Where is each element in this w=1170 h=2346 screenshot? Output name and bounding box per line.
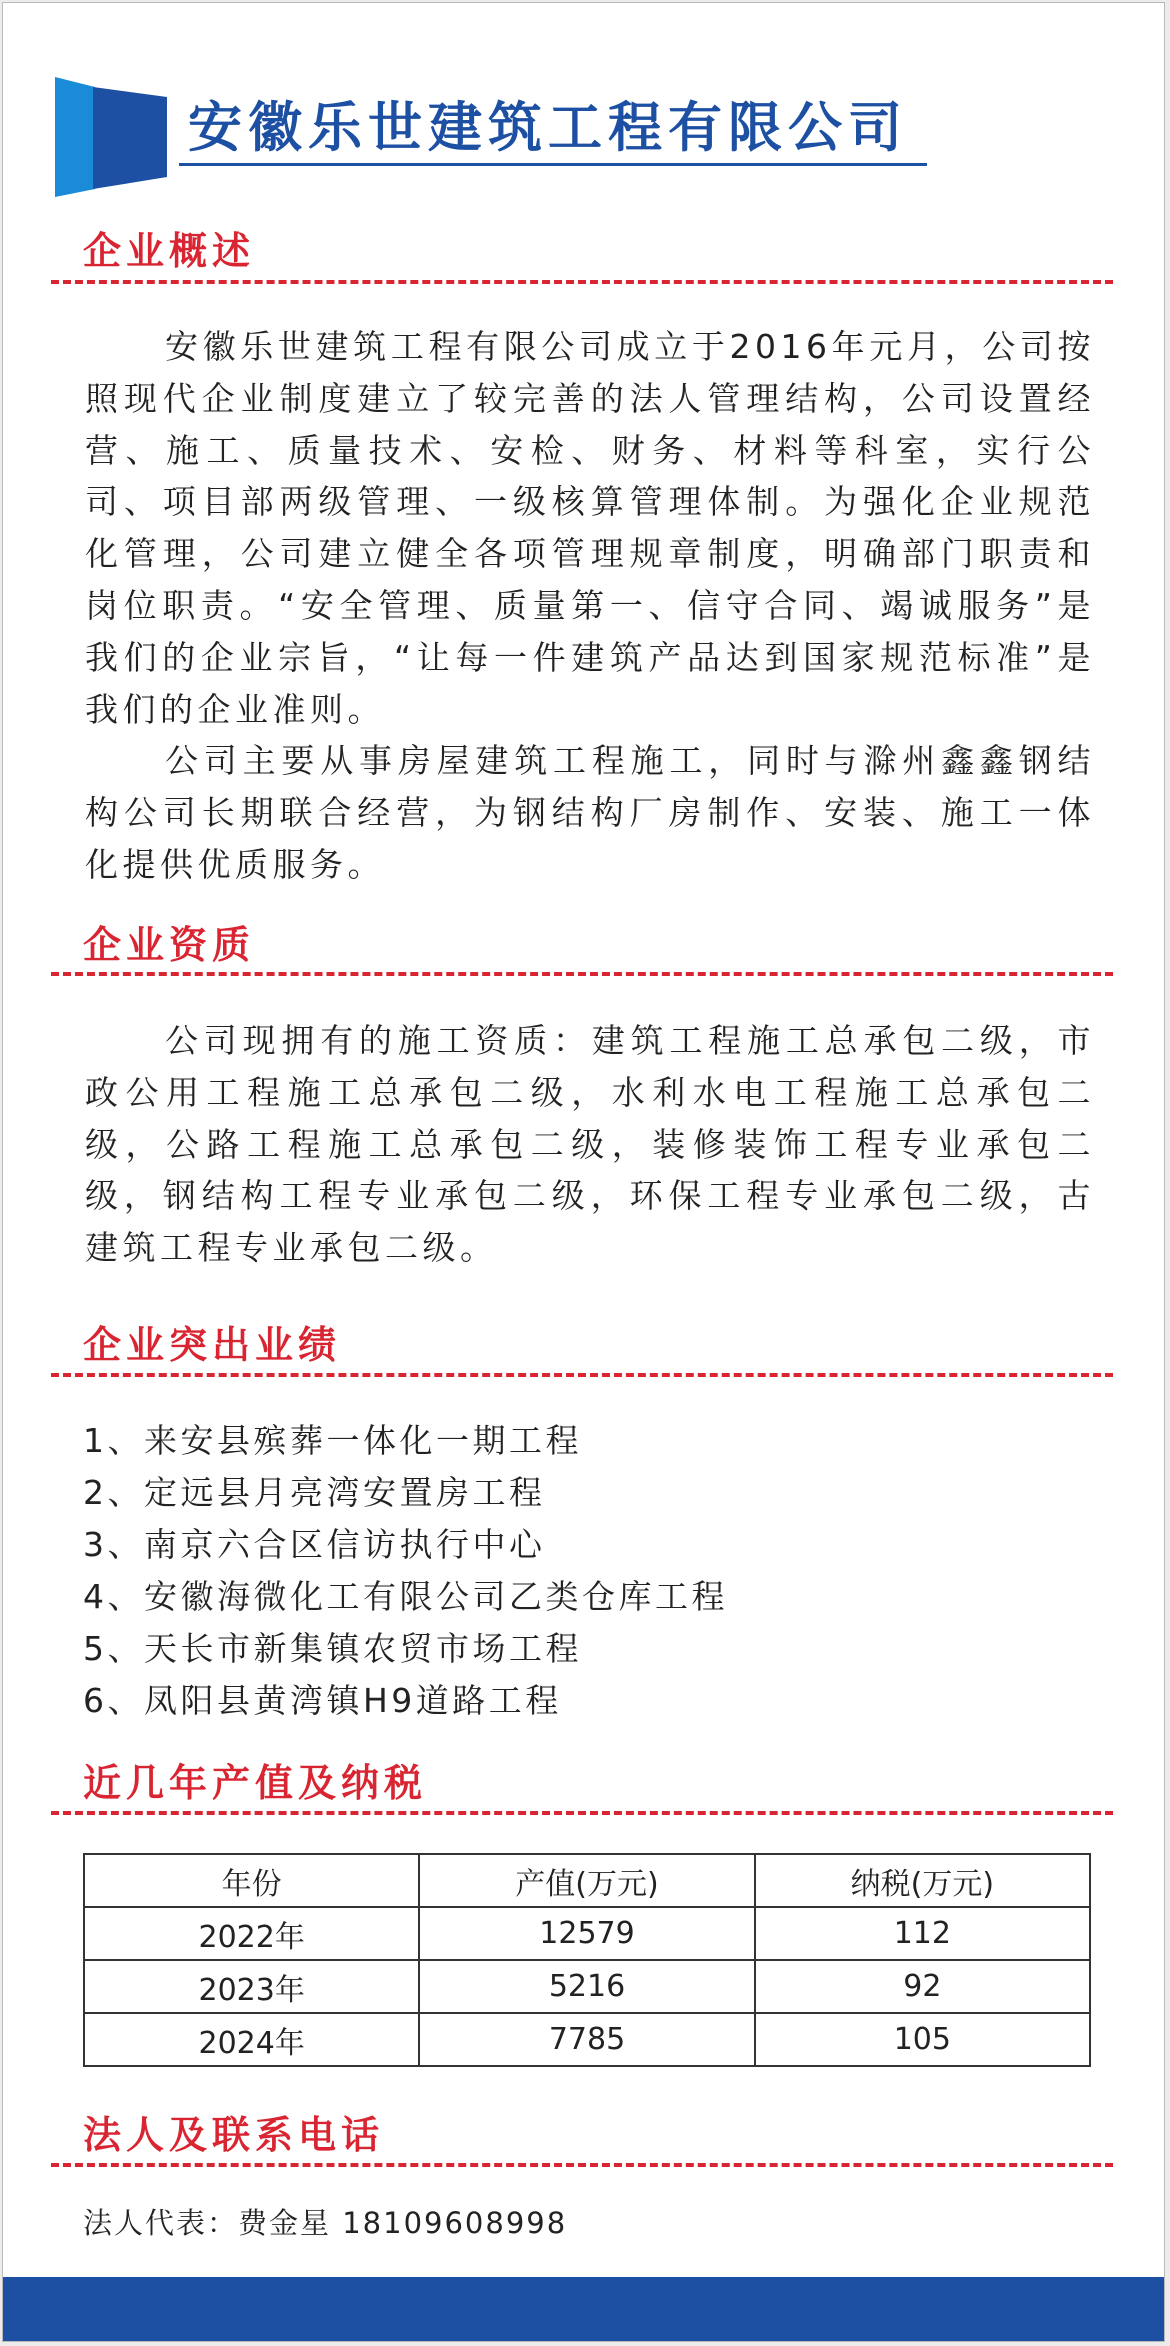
- section-heading-contact: 法人及联系电话: [83, 2112, 385, 2157]
- section-heading-qualification: 企业资质: [83, 922, 256, 967]
- list-item: 1、来安县殡葬一体化一期工程: [83, 1421, 582, 1460]
- table-cell-output: 12579: [419, 1907, 754, 1960]
- column-header: 纳税(万元): [755, 1854, 1090, 1907]
- list-item: 5、天长市新集镇农贸市场工程: [83, 1629, 582, 1668]
- table-cell-tax: 112: [755, 1907, 1090, 1960]
- section-divider: [51, 1811, 1113, 1815]
- qualification-paragraph: 公司现拥有的施工资质：建筑工程施工总承包二级，市政公用工程施工总承包二级，水利水电工程施工总承包二级，公路工程施工总承包二级，装修装饰工程专业承包二级，钢结构工程专业承包二级，环保工程专业承包二级，古建筑工程专业承包二级。: [85, 1021, 1095, 1268]
- legal-representative-phone: 法人代表：费金星 18109608998: [83, 2206, 568, 2240]
- table-header-row: [84, 1854, 1090, 1907]
- section-heading-output: 近几年产值及纳税: [83, 1760, 428, 1805]
- section-divider: [51, 2163, 1113, 2167]
- table-cell-year: 2023年: [84, 1960, 419, 2013]
- column-header: 年份: [84, 1854, 419, 1907]
- table-cell-tax: 92: [755, 1960, 1090, 2013]
- section-divider: [51, 972, 1113, 976]
- footer-bar: [3, 2277, 1164, 2342]
- column-header: 产值(万元): [419, 1854, 754, 1907]
- table-cell-tax: 105: [755, 2013, 1090, 2066]
- achievements-list: [83, 1415, 728, 1727]
- table-cell-output: 5216: [419, 1960, 754, 2013]
- table-row: [84, 1907, 1090, 1960]
- list-item: 3、南京六合区信访执行中心: [83, 1525, 546, 1564]
- table-row: [84, 1960, 1090, 2013]
- table-cell-year: 2022年: [84, 1907, 419, 1960]
- section-heading-overview: 企业概述: [83, 228, 256, 273]
- title-underline: [179, 163, 927, 166]
- overview-paragraph-1: 安徽乐世建筑工程有限公司成立于2016年元月，公司按照现代企业制度建立了较完善的法人管理结构，公司设置经营、施工、质量技术、安检、财务、材料等科室，实行公司、项目部两级管理、一级核算管理体制。为强化企业规范化管理，公司建立健全各项管理规章制度，明确部门职责和岗位职责。“安全管理、质量第一、信守合同、竭诚服务”是我们的企业宗旨，“让每一件建筑产品达到国家规范标准”是我们的企业准则。: [85, 327, 1095, 729]
- company-title: 安徽乐世建筑工程有限公司: [188, 96, 908, 159]
- section-divider: [51, 1373, 1113, 1377]
- brochure-page: [2, 2, 1165, 2342]
- section-heading-achievements: 企业突出业绩: [83, 1322, 342, 1367]
- table-cell-year: 2024年: [84, 2013, 419, 2066]
- company-logo-icon: [55, 77, 167, 197]
- list-item: 6、凤阳县黄湾镇H9道路工程: [83, 1681, 562, 1720]
- list-item: 2、定远县月亮湾安置房工程: [83, 1473, 546, 1512]
- output-tax-table: [83, 1853, 1091, 2067]
- list-item: 4、安徽海微化工有限公司乙类仓库工程: [83, 1577, 728, 1616]
- overview-paragraph-2: 公司主要从事房屋建筑工程施工，同时与滁州鑫鑫钢结构公司长期联合经营，为钢结构厂房制作、安装、施工一体化提供优质服务。: [85, 741, 1095, 884]
- section-divider: [51, 280, 1113, 284]
- table-cell-output: 7785: [419, 2013, 754, 2066]
- table-row: [84, 2013, 1090, 2066]
